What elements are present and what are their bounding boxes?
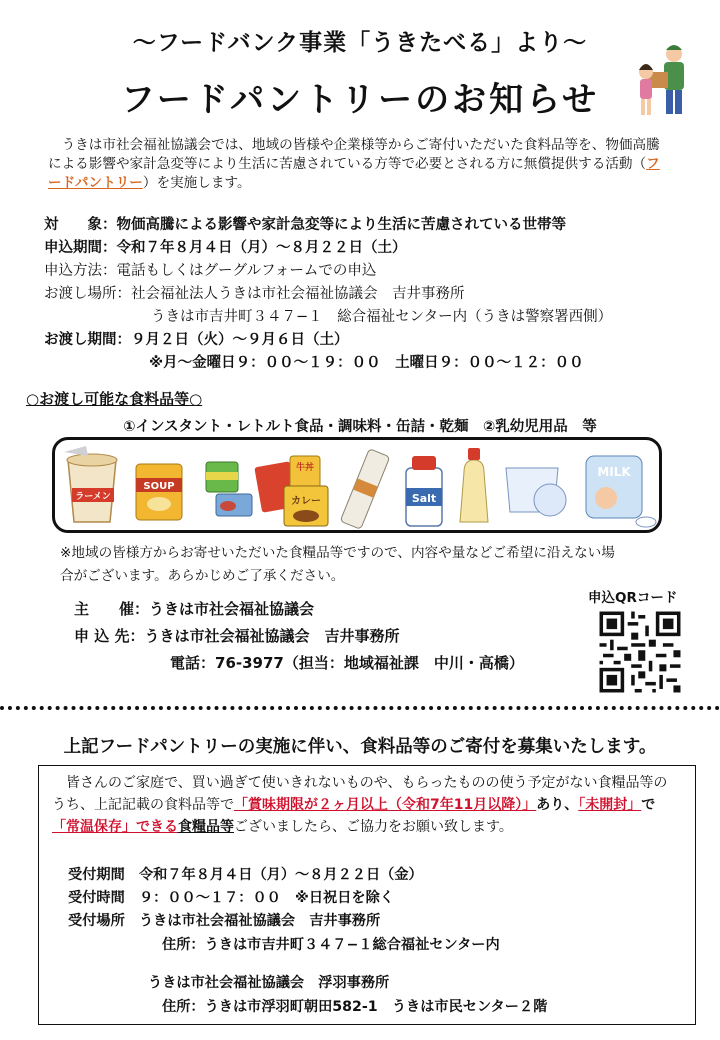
retort-pouch-icon [254,456,328,526]
apply-row [74,625,399,646]
period-row [44,236,704,257]
handout-hours: ※月〜金曜日９：００〜１９：００ 土曜日９：００〜１２：００ [149,355,584,371]
recv-period-label: 受付期間 [68,867,125,883]
dried-noodles-icon [340,449,390,530]
recv-time-value: ９：００〜１７：００ ※日祝日を除く [138,890,394,906]
item-label-salt: Salt [411,492,437,505]
handout-row [44,328,704,349]
host-value: うきは市社会福祉協議会 [149,600,315,618]
foods-section-title: ○お渡し可能な食料品等○ [26,390,203,408]
intro-paragraph [48,136,668,193]
item-label-soup: SOUP [143,481,175,492]
period-value: 令和７年８月４日（月）〜８月２２日（土） [116,240,407,256]
qr-label: 申込QRコード [588,590,678,606]
target-label: 対 象： [44,217,117,233]
phone-label: 電話： [170,654,216,672]
donation-paragraph [52,772,680,838]
donation-heading: 上記フードパントリーの実施に伴い、食料品等のご寄付を募集いたします。 [63,737,657,757]
place-row [44,282,704,303]
recv-period-value: 令和７年８月４日（月）〜８月２２日（金） [138,867,423,883]
method-row [44,259,704,280]
soup-cup-icon [136,464,182,520]
recv-time-label: 受付時間 [68,890,125,906]
recv-period-row [68,864,423,884]
intro-text: うきは市社会福祉協議会では、地域の皆様や企業様等からご寄付いただいた食料品等を、物価高騰による影響や家計急変等により生活に苦慮されている方等で必要とされる方に無償提供する活動（ [48,137,660,172]
ramen-cup-icon [64,446,117,522]
handout-label: お渡し期間： [44,332,131,348]
food-categories: ①インスタント・レトルト食品・調味料・缶詰・乾麺 ②乳幼児用品 等 [123,419,597,435]
place-label: お渡し場所： [44,286,131,302]
office-ukiha: うきは市社会福祉協議会 浮羽事務所 [148,975,390,991]
baby-formula-icon [586,456,656,527]
item-label-curry: カレー [291,496,321,507]
target-row [44,213,704,234]
food-illustrations [58,442,658,530]
item-label-gyudon: 牛丼 [295,463,315,473]
availability-note: ※地域の皆様方からお寄せいただいた食糧品等ですので、内容や量などご希望に沿えない場合がございます。あらかじめご了承ください。 [60,545,615,584]
recv-place-value: うきは市社会福祉協議会 吉井事務所 [138,913,381,929]
page-title: フードパントリーのお知らせ [120,80,600,120]
item-label-milk: MILK [597,465,631,479]
room-temp-condition: 「常温保存」できる [52,819,178,835]
expiry-condition: 「賞味期限が２ヶ月以上（令和7年11月以降）」 [234,797,537,813]
method-label: 申込方法： [44,263,117,279]
phone-value: 76-3977（担当：地域福祉課 中川・高橋） [215,654,524,672]
qr-code-icon[interactable] [596,608,684,696]
method-value: 電話もしくはグーグルフォームでの申込 [116,263,377,279]
phone-row [170,652,524,673]
target-value: 物価高騰による影響や家計急変等により生活に苦慮されている世帯等 [116,217,566,233]
place-value: 社会福祉法人うきは市社会福祉協議会 吉井事務所 [131,286,465,302]
salt-shaker-icon [406,456,442,526]
apply-value: うきは市社会福祉協議会 吉井事務所 [144,627,400,645]
family-illustration [632,42,694,118]
item-label-ramen: ラーメン [75,492,111,502]
donation-text-mid3: 食糧品等 [178,819,234,835]
unopened-condition: 「未開封」 [578,797,642,813]
apply-label: 申 込 先： [74,627,145,645]
address-yoshii: 住所：うきは市吉井町３４７−１総合福祉センター内 [162,937,500,953]
recv-place-label: 受付場所 [68,913,125,929]
donation-text-mid1: あり、 [536,797,579,813]
dotted-divider [0,706,720,710]
place-address: うきは市吉井町３４７−１ 総合福祉センター内（うきは警察署西側） [151,309,613,325]
mayonnaise-icon [460,448,488,522]
canned-food-icon [206,462,252,516]
period-label: 申込期間： [44,240,117,256]
donation-text-end: ございましたら、ご協力をお願い致します。 [234,819,513,835]
address-ukiha: 住所：うきは市浮羽町朝田582-1 うきは市民センター２階 [162,999,548,1015]
page-subtitle: 〜フードバンク事業「うきたべる」より〜 [132,30,588,56]
diaper-icon [506,468,566,516]
recv-time-row [68,887,394,907]
food-pantry-highlight: フードパントリー [48,156,660,191]
donation-text: 皆さんのご家庭で、買い過ぎて使いきれないものや、もらったものの使う予定がない食糧品等のうち、上記記載の食料品等で [52,775,668,813]
recv-place-row [68,910,380,930]
host-label: 主 催： [74,600,150,618]
handout-value: ９月２日（火）〜９月６日（土） [131,332,349,348]
host-row [74,598,314,619]
donation-text-mid2: で [641,797,656,813]
intro-text-end: ）を実施します。 [142,175,251,191]
